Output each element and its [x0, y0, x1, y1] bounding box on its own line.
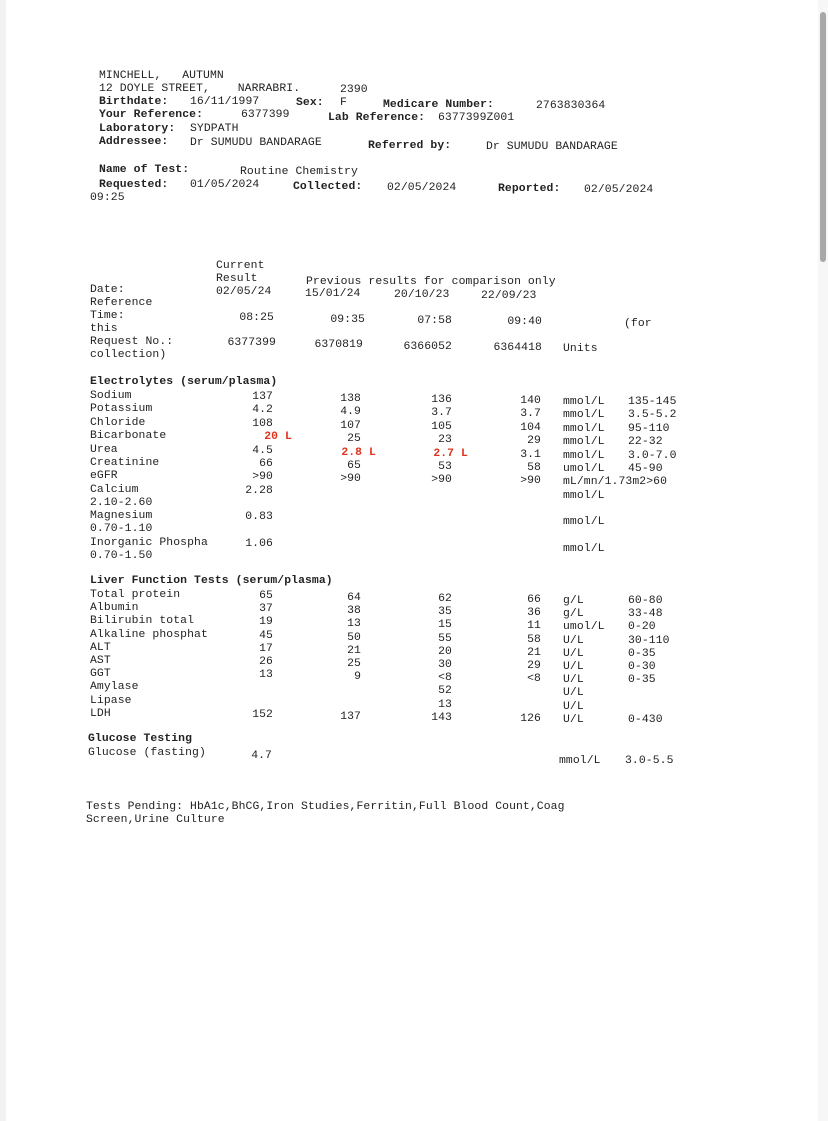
requested-label: Requested: [99, 179, 169, 191]
column-date: 02/05/24 [216, 286, 272, 298]
test-row-name: Alkaline phosphat [90, 628, 208, 641]
laboratory: SYDPATH [190, 123, 239, 135]
lab-reference: 6377399Z001 [438, 112, 515, 124]
test-row-name: Chloride [90, 416, 146, 429]
previous-value-3: 58 [527, 462, 541, 474]
unit: mmol/L [559, 755, 601, 767]
current-value: 137 [252, 391, 273, 403]
previous-value-2: 15 [438, 619, 452, 632]
previous-value-3: 36 [527, 607, 541, 620]
tests-pending: Screen,Urine Culture [86, 814, 225, 826]
previous-value-1: 21 [347, 644, 361, 657]
test-name-label: Name of Test: [99, 164, 190, 176]
reference-range: 95-110 [628, 422, 670, 435]
reference-range: 60-80 [628, 595, 663, 607]
previous-value-1: 25 [347, 658, 361, 670]
unit: g/L [563, 608, 584, 621]
birthdate: 16/11/1997 [190, 96, 260, 108]
reference-range: 3.0-5.5 [625, 755, 674, 767]
column-time: 09:40 [507, 316, 542, 328]
units-label: Units [563, 343, 598, 355]
unit: U/L [563, 687, 584, 700]
column-time: 08:25 [239, 312, 274, 324]
referred-by: Dr SUMUDU BANDARAGE [486, 141, 618, 153]
previous-value-1: 137 [340, 710, 361, 723]
unit: mmol/L [563, 489, 605, 502]
birthdate-label: Birthdate: [99, 96, 169, 108]
unit: mL/mn/1.73m2>60 [563, 476, 668, 489]
patient-name: MINCHELL, AUTUMN [99, 70, 224, 82]
current-value: 152 [252, 708, 273, 721]
previous-value-1: 9 [354, 671, 361, 684]
column-date: 20/10/23 [394, 289, 450, 301]
previous-value-3: 21 [527, 646, 541, 659]
previous-value-1: 50 [347, 631, 361, 644]
sex: F [340, 97, 347, 109]
column-date: 22/09/23 [481, 290, 537, 302]
patient-postcode: 2390 [340, 84, 368, 96]
addressee-label: Addressee: [99, 136, 169, 148]
current-value: 4.2 [252, 404, 273, 417]
current-value: 13 [259, 669, 273, 682]
this-label: this [90, 323, 118, 335]
test-row-name: AST [90, 655, 111, 667]
current-value: 0.83 [245, 511, 273, 524]
test-row-name: LDH [90, 707, 111, 720]
referred-by-label: Referred by: [368, 140, 452, 152]
reference-range: 22-32 [628, 436, 663, 449]
previous-value-1: 107 [340, 419, 361, 432]
reported-label: Reported: [498, 183, 561, 195]
request-number: 6370819 [314, 339, 363, 351]
lab-reference-label: Lab Reference: [328, 112, 426, 124]
previous-value-2: 62 [438, 593, 452, 605]
previous-value-3: 140 [520, 395, 541, 407]
unit: mmol/L [563, 449, 605, 462]
test-row-name: Creatinine [90, 457, 160, 469]
unit: g/L [563, 595, 584, 607]
current-value: >90 [252, 471, 273, 484]
current-value: 4.7 [251, 750, 272, 762]
previous-value-2: 13 [438, 698, 452, 711]
test-row-name: Potassium [90, 403, 153, 416]
request-number: 6364418 [493, 342, 542, 354]
current-value: 108 [252, 417, 273, 430]
current-value: 1.06 [245, 537, 273, 550]
current-value: 65 [259, 590, 273, 602]
previous-value-1: 13 [347, 618, 361, 631]
section-heading: Glucose Testing [88, 733, 193, 745]
request-no-label: Request No.: [90, 336, 174, 348]
report-page [6, 0, 818, 1121]
previous-value-2: 30 [438, 659, 452, 671]
previous-value-1: 4.9 [340, 406, 361, 419]
previous-value-3: 58 [527, 633, 541, 646]
previous-value-1: 64 [347, 592, 361, 604]
previous-value-2: 55 [438, 632, 452, 645]
current-value: 2.28 [245, 484, 273, 497]
unit: umol/L [563, 621, 605, 634]
previous-value-2: 53 [438, 461, 452, 473]
previous-value-1: 25 [347, 433, 361, 446]
previous-value-3: 3.7 [520, 408, 541, 421]
test-row-name: eGFR [90, 470, 118, 483]
reference-range: 3.5-5.2 [628, 409, 677, 422]
reference-range: 135-145 [628, 396, 677, 408]
previous-value-1: 138 [340, 393, 361, 405]
reference-range: 0-430 [628, 713, 663, 726]
test-row-name: Calcium [90, 483, 139, 496]
previous-value-2: 35 [438, 606, 452, 619]
reference-range: 0-30 [628, 661, 656, 673]
current-result-heading: Current [216, 260, 265, 272]
column-time: 07:58 [417, 315, 452, 327]
scrollbar[interactable] [818, 0, 828, 1121]
current-result-heading: Result [216, 273, 258, 285]
for-label: (for [624, 318, 652, 330]
unit: U/L [563, 634, 584, 647]
collection-label: collection) [90, 349, 167, 361]
reported-date: 02/05/2024 [584, 184, 654, 196]
requested-date: 01/05/2024 [190, 179, 260, 191]
unit: mmol/L [563, 436, 605, 449]
requested-time: 09:25 [90, 192, 125, 204]
test-row-name: ALT [90, 641, 111, 654]
previous-value-1: >90 [340, 473, 361, 486]
test-row-name: GGT [90, 668, 111, 681]
reference-range: 0-35 [628, 674, 656, 687]
previous-value-1: 2.8 L [341, 446, 376, 459]
section-heading: Liver Function Tests (serum/plasma) [90, 575, 333, 587]
test-row-name: Albumin [90, 602, 139, 615]
unit: mmol/L [563, 516, 605, 529]
unit: U/L [563, 661, 584, 673]
reference-range: 30-110 [628, 634, 670, 647]
unit: U/L [563, 700, 584, 713]
previous-value-2: 3.7 [431, 407, 452, 420]
test-row-name: Urea [90, 443, 118, 456]
previous-value-2: 105 [431, 420, 452, 433]
unit: mmol/L [563, 422, 605, 435]
unit: mmol/L [563, 409, 605, 422]
test-row-name: Bilirubin total [90, 615, 195, 628]
test-row-name: Amylase [90, 681, 139, 694]
reference-range: 0.70-1.50 [90, 549, 153, 562]
test-row-name: Bicarbonate [90, 430, 167, 443]
test-row-name: Sodium [90, 390, 132, 402]
previous-value-2: <8 [438, 672, 452, 685]
laboratory-label: Laboratory: [99, 123, 176, 135]
reference-range: 2.10-2.60 [90, 496, 153, 509]
unit: umol/L [563, 463, 605, 475]
previous-value-1: 38 [347, 605, 361, 618]
previous-value-2: >90 [431, 474, 452, 487]
previous-value-3: 104 [520, 421, 541, 434]
current-value: 37 [259, 603, 273, 616]
reference-range: 3.0-7.0 [628, 449, 677, 462]
previous-value-1: 65 [347, 460, 361, 472]
reference-range: 33-48 [628, 608, 663, 621]
date-label: Date: [90, 284, 125, 296]
current-value: 26 [259, 656, 273, 668]
request-number: 6366052 [403, 341, 452, 353]
your-reference: 6377399 [241, 109, 290, 121]
test-row-name: Magnesium [90, 510, 153, 523]
unit: U/L [563, 674, 584, 687]
sex-label: Sex: [296, 97, 324, 109]
test-row-name: Total protein [90, 589, 181, 601]
unit: U/L [563, 647, 584, 660]
collected-label: Collected: [293, 181, 363, 193]
reference-range: 0-35 [628, 647, 656, 660]
previous-value-3: >90 [520, 475, 541, 488]
reference-range: 45-90 [628, 463, 663, 475]
medicare-number: 2763830364 [536, 100, 606, 112]
time-label: Time: [90, 310, 125, 322]
previous-value-2: 136 [431, 394, 452, 406]
previous-value-3: 3.1 [520, 448, 541, 461]
current-value: 4.5 [252, 444, 273, 457]
previous-value-3: 126 [520, 712, 541, 725]
your-reference-label: Your Reference: [99, 109, 204, 121]
test-row-name: Inorganic Phospha [90, 536, 208, 549]
previous-value-3: 29 [527, 660, 541, 672]
previous-value-2: 23 [438, 434, 452, 447]
tests-pending: Tests Pending: HbA1c,BhCG,Iron Studies,Ferritin,Full Blood Count,Coag [86, 801, 565, 813]
current-value: 17 [259, 642, 273, 655]
previous-value-2: 20 [438, 645, 452, 658]
previous-value-2: 2.7 L [433, 447, 468, 460]
column-date: 15/01/24 [305, 288, 361, 300]
reference-label: Reference [90, 297, 153, 309]
column-time: 09:35 [330, 314, 365, 326]
request-number: 6377399 [227, 337, 276, 349]
medicare-label: Medicare Number: [383, 99, 494, 111]
patient-address: 12 DOYLE STREET, NARRABRI. [99, 83, 301, 95]
collected-date: 02/05/2024 [387, 182, 457, 194]
current-value: 45 [259, 629, 273, 642]
previous-value-3: 29 [527, 435, 541, 448]
previous-value-3: 66 [527, 594, 541, 606]
section-heading: Electrolytes (serum/plasma) [90, 376, 278, 388]
previous-value-3: 11 [527, 620, 541, 633]
scrollbar-thumb[interactable] [820, 12, 826, 262]
previous-value-2: 52 [438, 685, 452, 698]
unit: mmol/L [563, 542, 605, 555]
reference-range: 0-20 [628, 621, 656, 634]
current-value: 19 [259, 616, 273, 629]
test-row-name: Lipase [90, 694, 132, 707]
reference-range: 0.70-1.10 [90, 523, 153, 536]
current-value: 20 L [264, 431, 292, 444]
unit: mmol/L [563, 396, 605, 408]
unit: U/L [563, 713, 584, 726]
current-value: 66 [259, 458, 273, 470]
previous-value-2: 143 [431, 711, 452, 724]
addressee: Dr SUMUDU BANDARAGE [190, 137, 322, 149]
test-name: Routine Chemistry [240, 166, 358, 178]
test-row-name: Glucose (fasting) [88, 747, 206, 759]
previous-value-3: <8 [527, 673, 541, 686]
previous-results-heading: Previous results for comparison only [306, 276, 556, 288]
